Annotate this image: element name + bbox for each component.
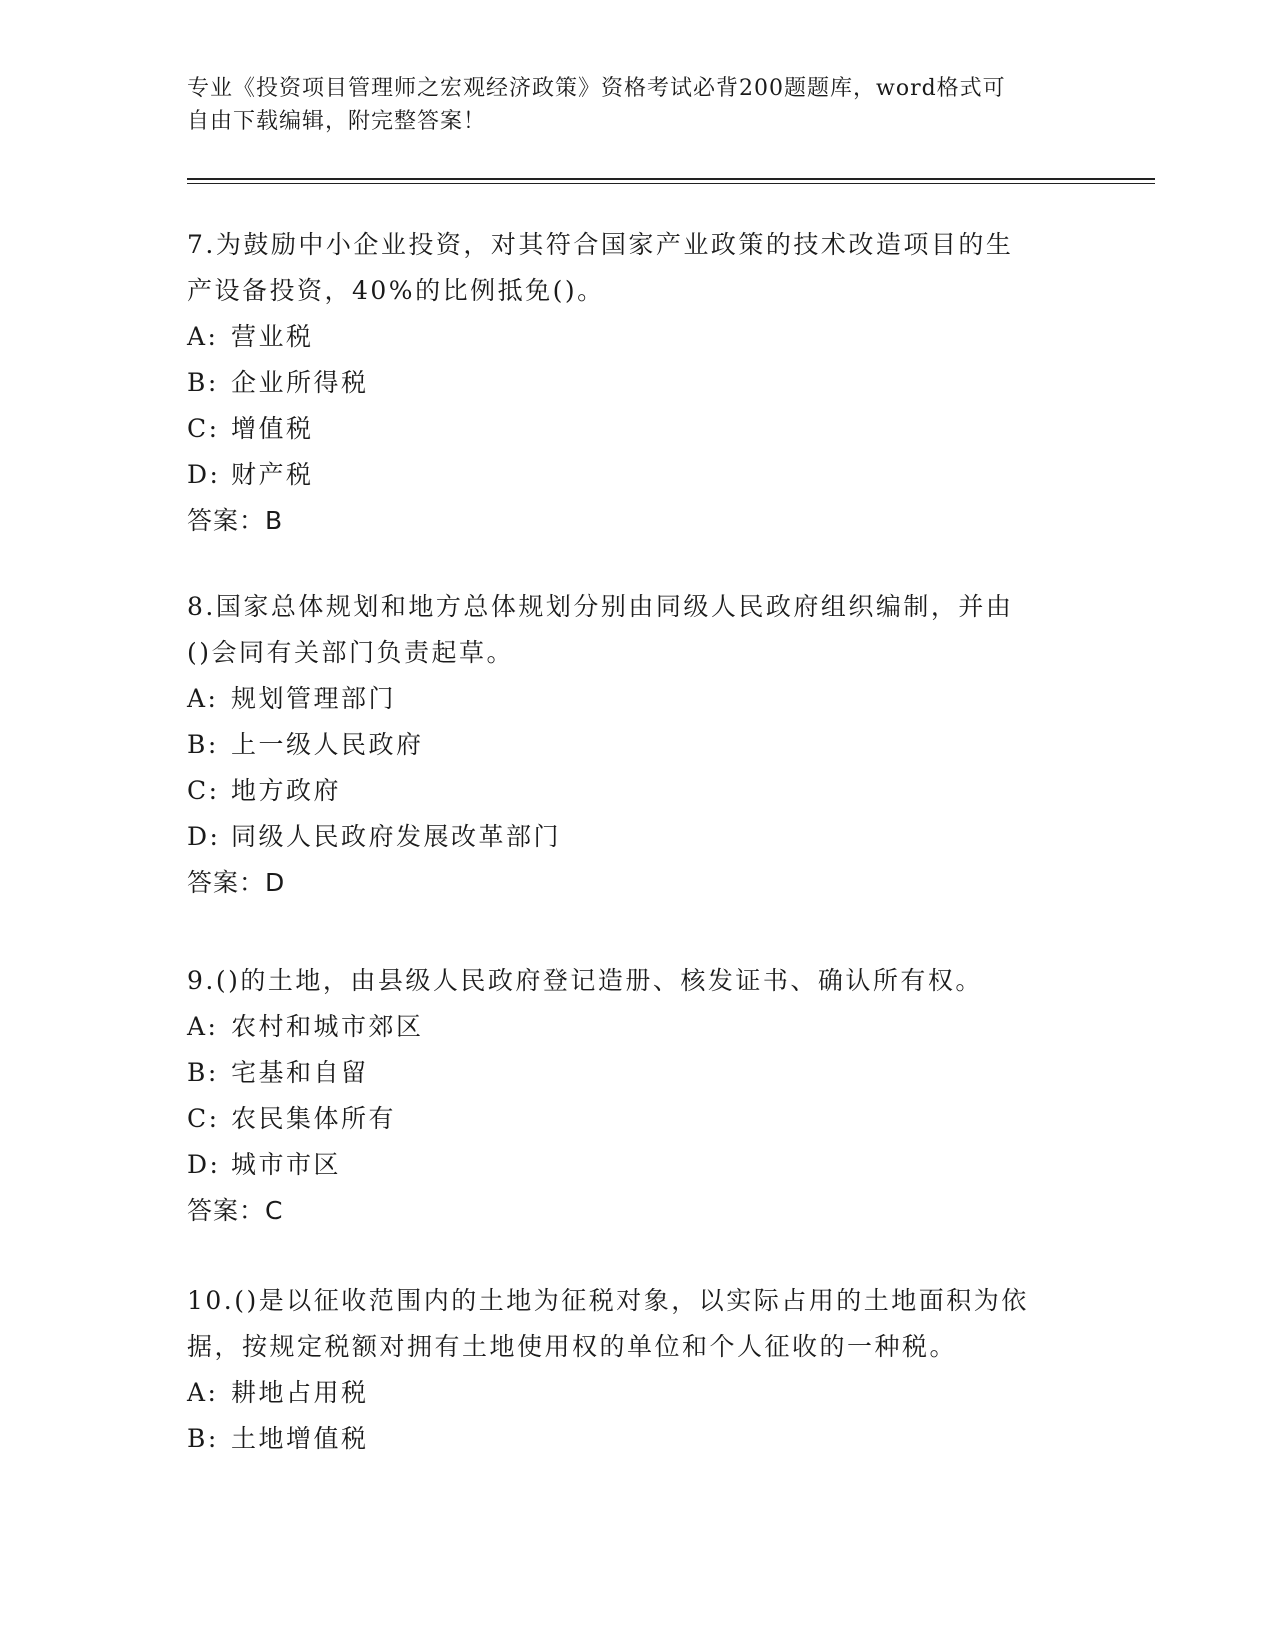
option-b bbox=[187, 722, 1087, 768]
option-a bbox=[187, 676, 1087, 722]
option-text: 上一级人民政府 bbox=[231, 730, 424, 759]
option-text: 城市市区 bbox=[231, 1150, 342, 1179]
question-block bbox=[187, 1278, 1087, 1462]
question-stem-line: ()会同有关部门负责起草。 bbox=[187, 638, 515, 667]
option-key: A: bbox=[187, 684, 219, 713]
question-stem-line: 产设备投资，40%的比例抵免()。 bbox=[187, 276, 605, 305]
header-line-2: 自由下载编辑，附完整答案！ bbox=[187, 109, 487, 134]
option-a bbox=[187, 1004, 1087, 1050]
option-d bbox=[187, 814, 1087, 860]
option-b bbox=[187, 360, 1087, 406]
option-text: 土地增值税 bbox=[231, 1424, 369, 1453]
question-block bbox=[187, 958, 1087, 1234]
header-line-1: 专业《投资项目管理师之宏观经济政策》资格考试必背200题题库，word格式可 bbox=[187, 76, 1006, 101]
option-text: 同级人民政府发展改革部门 bbox=[231, 822, 562, 851]
header-divider-thick bbox=[187, 178, 1155, 180]
option-d bbox=[187, 452, 1087, 498]
option-c bbox=[187, 406, 1087, 452]
question-block bbox=[187, 584, 1087, 906]
document-header bbox=[187, 72, 1067, 138]
option-text: 农村和城市郊区 bbox=[231, 1012, 424, 1041]
option-key: B: bbox=[187, 1058, 219, 1087]
question-stem-line: 据，按规定税额对拥有土地使用权的单位和个人征收的一种税。 bbox=[187, 1332, 958, 1361]
option-key: A: bbox=[187, 1012, 219, 1041]
option-key: B: bbox=[187, 368, 219, 397]
option-text: 财产税 bbox=[231, 460, 314, 489]
question-stem-line: 7.为鼓励中小企业投资，对其符合国家产业政策的技术改造项目的生 bbox=[187, 230, 1014, 259]
option-a bbox=[187, 314, 1087, 360]
option-key: C: bbox=[187, 776, 220, 805]
option-c bbox=[187, 1096, 1087, 1142]
answer-line: 答案：D bbox=[187, 868, 286, 897]
question-stem-line: 8.国家总体规划和地方总体规划分别由同级人民政府组织编制，并由 bbox=[187, 592, 1014, 621]
option-text: 增值税 bbox=[231, 414, 314, 443]
option-key: B: bbox=[187, 1424, 219, 1453]
option-key: C: bbox=[187, 414, 220, 443]
answer-line: 答案：B bbox=[187, 506, 284, 535]
option-key: A: bbox=[187, 322, 219, 351]
header-divider-thin bbox=[187, 183, 1155, 184]
option-text: 农民集体所有 bbox=[231, 1104, 397, 1133]
question-block bbox=[187, 222, 1087, 544]
option-key: C: bbox=[187, 1104, 220, 1133]
question-stem-line: 9.()的土地，由县级人民政府登记造册、核发证书、确认所有权。 bbox=[187, 966, 983, 995]
option-b bbox=[187, 1416, 1087, 1462]
option-text: 耕地占用税 bbox=[231, 1378, 369, 1407]
option-text: 宅基和自留 bbox=[231, 1058, 369, 1087]
option-key: A: bbox=[187, 1378, 219, 1407]
option-text: 企业所得税 bbox=[231, 368, 369, 397]
question-stem-line: 10.()是以征收范围内的土地为征税对象，以实际占用的土地面积为依 bbox=[187, 1286, 1029, 1315]
option-key: B: bbox=[187, 730, 219, 759]
option-key: D: bbox=[187, 822, 221, 851]
option-d bbox=[187, 1142, 1087, 1188]
option-b bbox=[187, 1050, 1087, 1096]
option-text: 营业税 bbox=[231, 322, 314, 351]
answer-line: 答案：C bbox=[187, 1196, 284, 1225]
option-key: D: bbox=[187, 460, 221, 489]
option-text: 规划管理部门 bbox=[231, 684, 397, 713]
option-text: 地方政府 bbox=[231, 776, 342, 805]
option-key: D: bbox=[187, 1150, 221, 1179]
option-c bbox=[187, 768, 1087, 814]
option-a bbox=[187, 1370, 1087, 1416]
